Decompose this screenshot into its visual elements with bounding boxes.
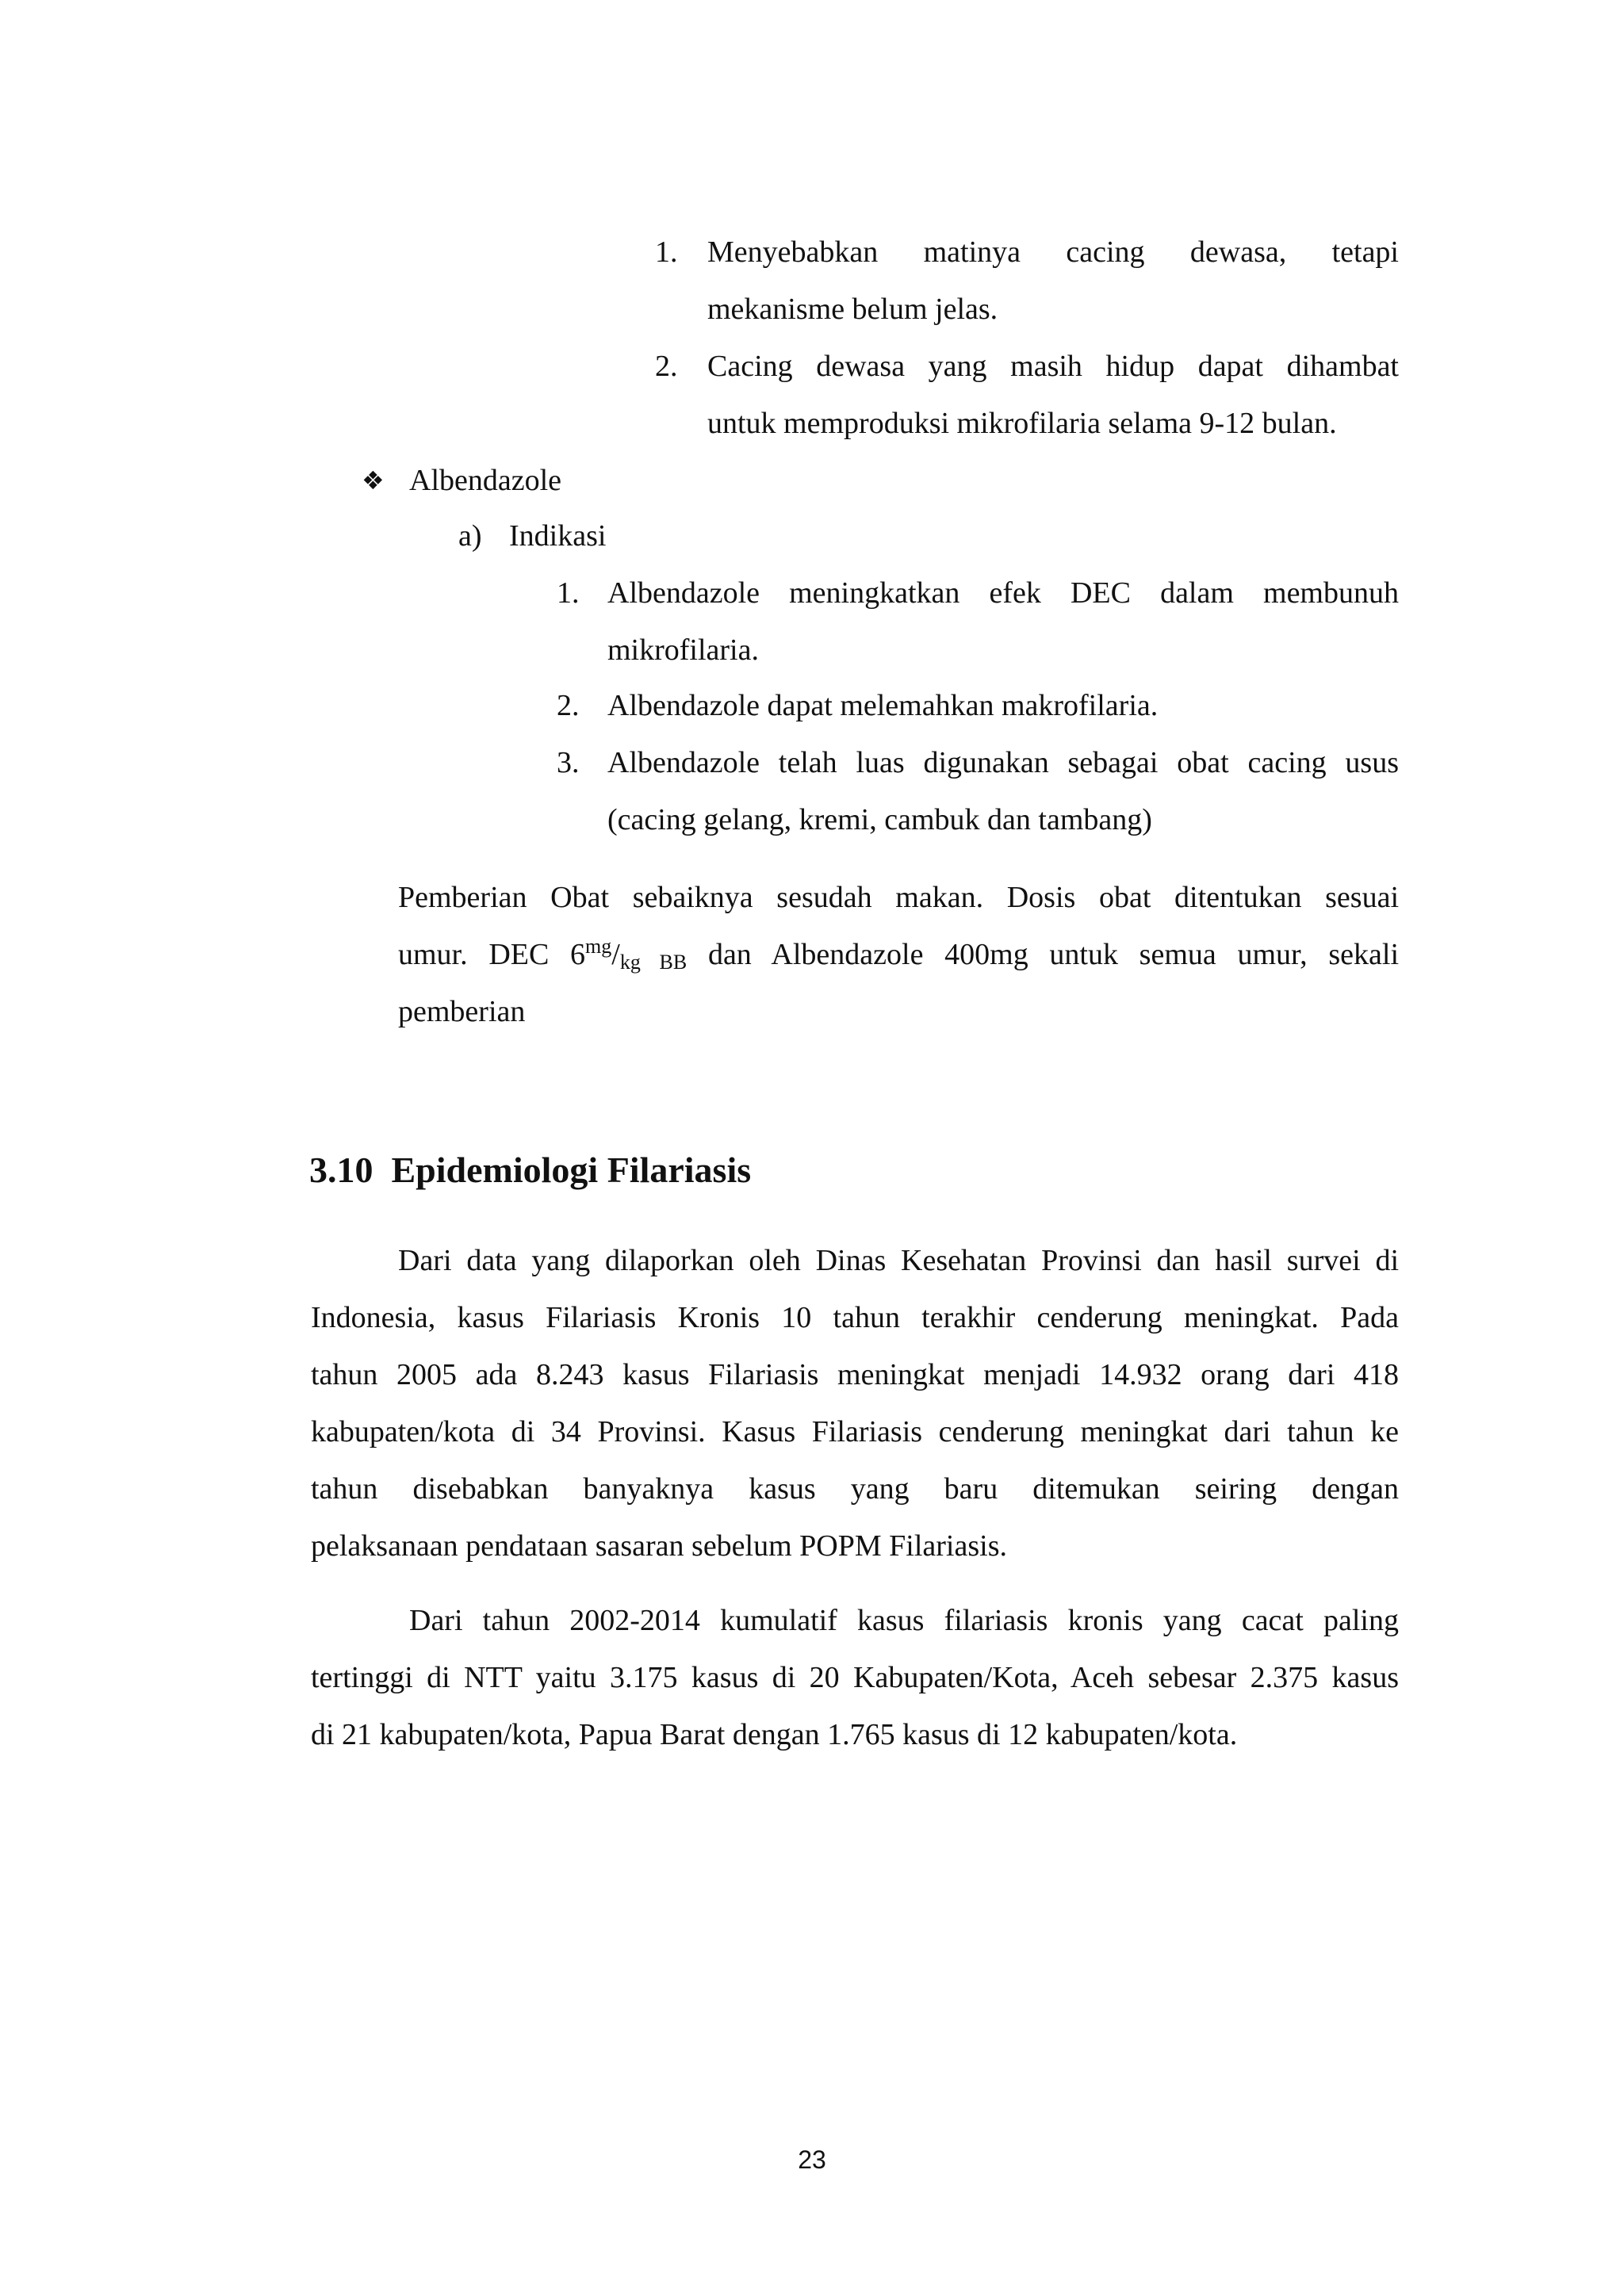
paragraph-line: Dari data yang dilaporkan oleh Dinas Kesehatan Provinsi dan hasil survei di xyxy=(398,1244,1399,1277)
paragraph-line: kabupaten/kota di 34 Provinsi. Kasus Filariasis cenderung meningkat dari tahun ke xyxy=(311,1415,1399,1448)
unit-subscript: kg BB xyxy=(619,951,688,974)
paragraph-line: Dari tahun 2002-2014 kumulatif kasus filariasis kronis yang cacat paling xyxy=(409,1604,1399,1637)
list-item-text: untuk memproduksi mikrofilaria selama 9-12 bulan. xyxy=(707,407,1337,440)
section-title: Epidemiologi Filariasis xyxy=(391,1150,752,1190)
paragraph-line: pemberian xyxy=(398,995,526,1028)
list-item-text: Albendazole telah luas digunakan sebagai obat cacing usus xyxy=(607,746,1399,779)
unit-slash: / xyxy=(611,938,620,971)
paragraph-line: pelaksanaan pendataan sasaran sebelum POPM Filariasis. xyxy=(311,1529,1007,1563)
paragraph-line: tertinggi di NTT yaitu 3.175 kasus di 20 Kabupaten/Kota, Aceh sebesar 2.375 kasus xyxy=(311,1661,1399,1694)
list-number: 1. xyxy=(655,235,678,269)
list-item-text: (cacing gelang, kremi, cambuk dan tambang) xyxy=(607,803,1152,836)
list-item-text: mikrofilaria. xyxy=(607,633,759,667)
list-number: 3. xyxy=(557,746,580,779)
page-number: 23 xyxy=(798,2145,826,2174)
list-item-text: Albendazole meningkatkan efek DEC dalam membunuh xyxy=(607,576,1399,610)
paragraph-line: tahun disebabkan banyaknya kasus yang baru ditemukan seiring dengan xyxy=(311,1472,1399,1506)
paragraph-line xyxy=(398,936,1399,974)
list-item-text: mekanisme belum jelas. xyxy=(707,293,998,326)
list-number: 2. xyxy=(655,350,678,383)
list-item-text: Cacing dewasa yang masih hidup dapat dihambat xyxy=(707,350,1399,383)
dosage-text: dan Albendazole 400mg untuk semua umur, sekali xyxy=(687,938,1400,971)
subheading: Albendazole xyxy=(409,464,562,497)
diamond-bullet-icon: ❖ xyxy=(362,465,385,496)
list-number: 2. xyxy=(557,689,580,722)
section-number: 3.10 xyxy=(309,1150,373,1190)
paragraph-line: Indonesia, kasus Filariasis Kronis 10 tahun terakhir cenderung meningkat. Pada xyxy=(311,1301,1399,1334)
list-item-text: Menyebabkan matinya cacing dewasa, tetapi xyxy=(707,235,1399,269)
section-heading xyxy=(309,1148,751,1192)
unit-superscript: mg xyxy=(585,935,612,958)
list-number: 1. xyxy=(557,576,580,610)
list-item-text: Albendazole dapat melemahkan makrofilaria. xyxy=(607,689,1159,722)
dosage-text: umur. DEC 6 xyxy=(398,938,586,971)
paragraph-line: tahun 2005 ada 8.243 kasus Filariasis meningkat menjadi 14.932 orang dari 418 xyxy=(311,1358,1399,1391)
list-marker: a) xyxy=(458,519,482,553)
paragraph-line: Pemberian Obat sebaiknya sesudah makan. Dosis obat ditentukan sesuai xyxy=(398,881,1399,914)
subheading: Indikasi xyxy=(509,519,607,553)
paragraph-line: di 21 kabupaten/kota, Papua Barat dengan 1.765 kasus di 12 kabupaten/kota. xyxy=(311,1718,1238,1751)
